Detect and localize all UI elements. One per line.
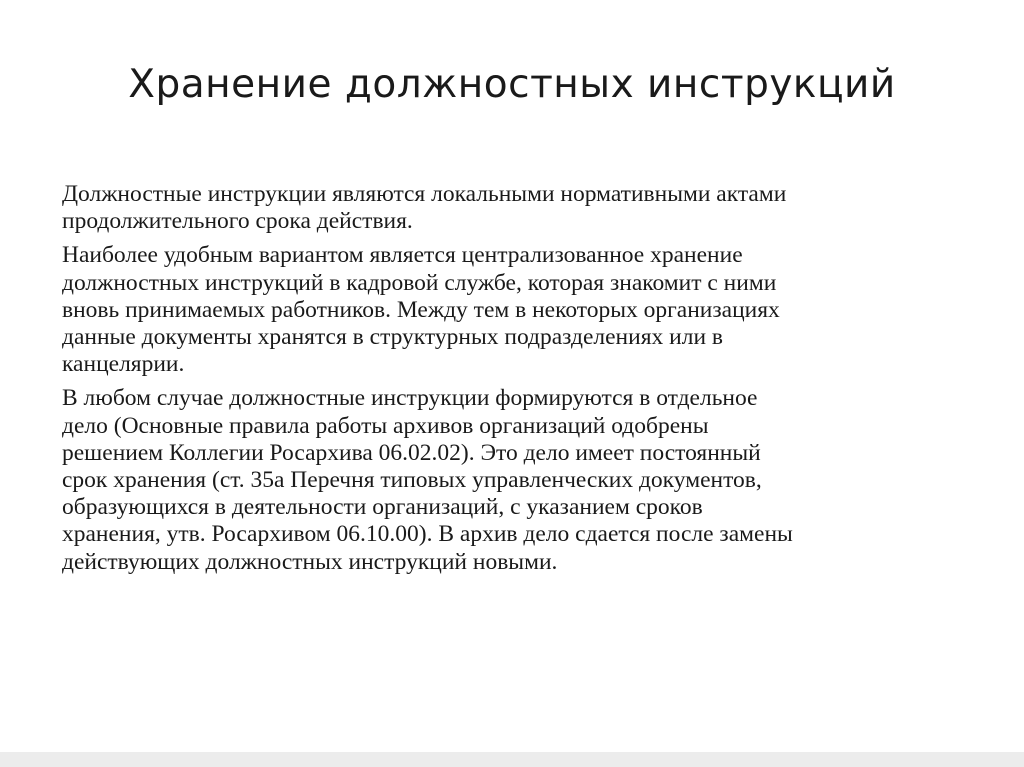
slide-body [62,181,962,583]
paragraph-3-line-1: В любом случае должностные инструкции формируются в отдельное [62,385,758,412]
paragraph-1 [62,181,962,235]
paragraph-2-line-5: канцелярии. [62,351,185,378]
bottom-edge-strip [0,752,1024,767]
paragraph-3 [62,385,962,575]
paragraph-3-line-6: хранения, утв. Росархивом 06.10.00). В архив дело сдается после замены [62,521,793,548]
paragraph-3-line-2: дело (Основные правила работы архивов организаций одобрены [62,412,709,439]
paragraph-2-line-2: должностных инструкций в кадровой службе, которая знакомит с ними [62,269,777,296]
paragraph-2-line-1: Наиболее удобным вариантом является централизованное хранение [62,242,743,269]
paragraph-1-line-2: продолжительного срока действия. [62,208,413,235]
paragraph-2-line-3: вновь принимаемых работников. Между тем в некоторых организациях [62,296,780,323]
paragraph-2-line-4: данные документы хранятся в структурных подразделениях или в [62,324,723,351]
paragraph-3-line-3: решением Коллегии Росархива 06.02.02). Это дело имеет постоянный [62,439,761,466]
slide-title: Хранение должностных инструкций [128,62,896,107]
paragraph-3-line-5: образующихся в деятельности организаций, с указанием сроков [62,494,703,521]
paragraph-3-line-7: действующих должностных инструкций новыми. [62,548,558,575]
paragraph-2 [62,242,962,378]
paragraph-3-line-4: срок хранения (ст. 35а Перечня типовых управленческих документов, [62,467,762,494]
paragraph-1-line-1: Должностные инструкции являются локальными нормативными актами [62,181,787,207]
